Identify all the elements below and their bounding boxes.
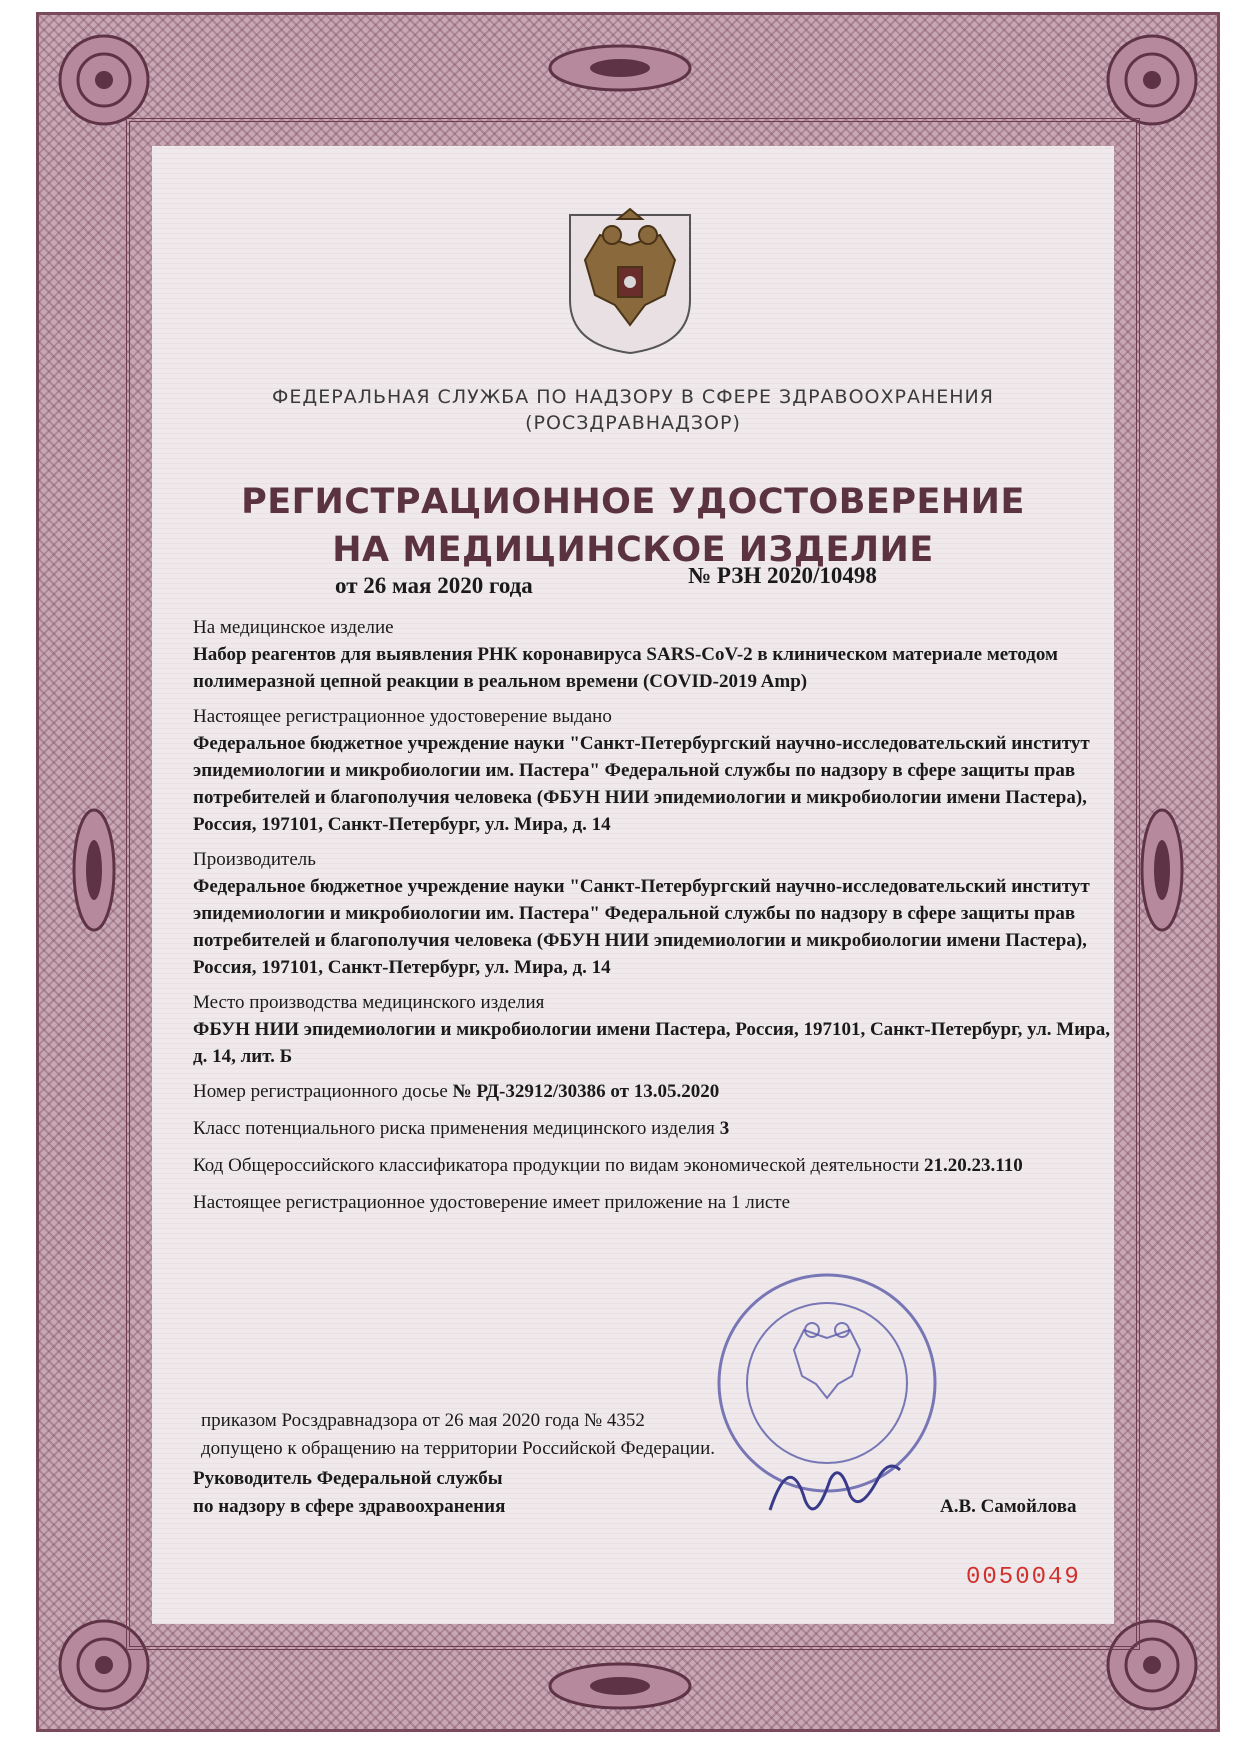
issue-date: от 26 мая 2020 года bbox=[335, 573, 533, 598]
production-site-value: ФБУН НИИ эпидемиологии и микробиологии имени Пастера, Россия, 197101, Санкт-Петербург, ул. Мира, д. 14, лит. Б bbox=[193, 1019, 1110, 1067]
order-line2: допущено к обращению на территории Российской Федерации. bbox=[201, 1438, 716, 1459]
document-title-line2: НА МЕДИЦИНСКОЕ ИЗДЕЛИЕ bbox=[332, 530, 934, 570]
device-value: Набор реагентов для выявления РНК коронавируса SARS-CoV-2 в клиническом материале методом полимеразной цепной реакции в реальном времени (COVID-2019 Amp) bbox=[193, 644, 1058, 692]
manufacturer-label: Производитель bbox=[193, 849, 316, 870]
serial-number: 0050049 bbox=[966, 1564, 1081, 1591]
top-ornament-icon bbox=[540, 38, 700, 98]
document-title-line1: РЕГИСТРАЦИОННОЕ УДОСТОВЕРЕНИЕ bbox=[241, 482, 1025, 522]
signatory-position-line2: по надзору в сфере здравоохранения bbox=[193, 1496, 506, 1517]
issued-to-value: Федеральное бюджетное учреждение науки "Санкт-Петербургский научно-исследовательский институт эпидемиологии и микробиологии им. Пастера" Федеральной службы по надзору в сфере защиты прав потребителей и благополучия человека (ФБУН НИИ эпидемиологии и микробиологии имени Пастера), Россия, 197101, Санкт-Петербург, ул. Мира, д. 14 bbox=[193, 733, 1090, 835]
agency-name-line2: (РОСЗДРАВНАДЗОР) bbox=[525, 412, 741, 434]
okpd-label: Код Общероссийского классификатора продукции по видам экономической деятельности bbox=[193, 1155, 924, 1176]
coat-of-arms-icon bbox=[560, 205, 700, 355]
production-site-label: Место производства медицинского изделия bbox=[193, 992, 545, 1013]
bottom-ornament-icon bbox=[540, 1656, 700, 1716]
side-ornament-icon bbox=[1134, 800, 1190, 940]
signatory-position bbox=[193, 1465, 505, 1521]
risk-class-value: 3 bbox=[719, 1118, 730, 1139]
dossier-label: Номер регистрационного досье bbox=[193, 1081, 453, 1102]
okpd-line bbox=[193, 1152, 1113, 1179]
registration-number: № РЗН 2020/10498 bbox=[688, 563, 877, 588]
device-label: На медицинское изделие bbox=[193, 617, 394, 638]
side-ornament-icon bbox=[66, 800, 122, 940]
dossier-value: № РД-32912/30386 от 13.05.2020 bbox=[452, 1081, 720, 1102]
agency-name-line1: ФЕДЕРАЛЬНАЯ СЛУЖБА ПО НАДЗОРУ В СФЕРЕ ЗДРАВООХРАНЕНИЯ bbox=[272, 386, 994, 408]
dossier-line bbox=[193, 1078, 1113, 1105]
risk-class-label: Класс потенциального риска применения медицинского изделия bbox=[193, 1118, 720, 1139]
okpd-value: 21.20.23.110 bbox=[924, 1155, 1023, 1176]
signatory-position-line1: Руководитель Федеральной службы bbox=[193, 1468, 503, 1489]
handwritten-signature-icon bbox=[760, 1440, 910, 1530]
appendix-note: Настоящее регистрационное удостоверение имеет приложение на 1 листе bbox=[193, 1192, 791, 1213]
risk-class-line bbox=[193, 1115, 1113, 1142]
agency-name bbox=[152, 384, 1114, 436]
signatory-name: А.В. Самойлова bbox=[940, 1496, 1077, 1517]
document-title bbox=[152, 478, 1114, 574]
issued-to-label: Настоящее регистрационное удостоверение выдано bbox=[193, 706, 612, 727]
manufacturer-value: Федеральное бюджетное учреждение науки "Санкт-Петербургский научно-исследовательский институт эпидемиологии и микробиологии им. Пастера" Федеральной службы по надзору в сфере защиты прав потребителей и благополучия человека (ФБУН НИИ эпидемиологии и микробиологии имени Пастера), Россия, 197101, Санкт-Петербург, ул. Мира, д. 14 bbox=[193, 876, 1090, 978]
certificate-body bbox=[193, 614, 1113, 1216]
order-line1: приказом Росздравнадзора от 26 мая 2020 года № 4352 bbox=[201, 1410, 645, 1431]
